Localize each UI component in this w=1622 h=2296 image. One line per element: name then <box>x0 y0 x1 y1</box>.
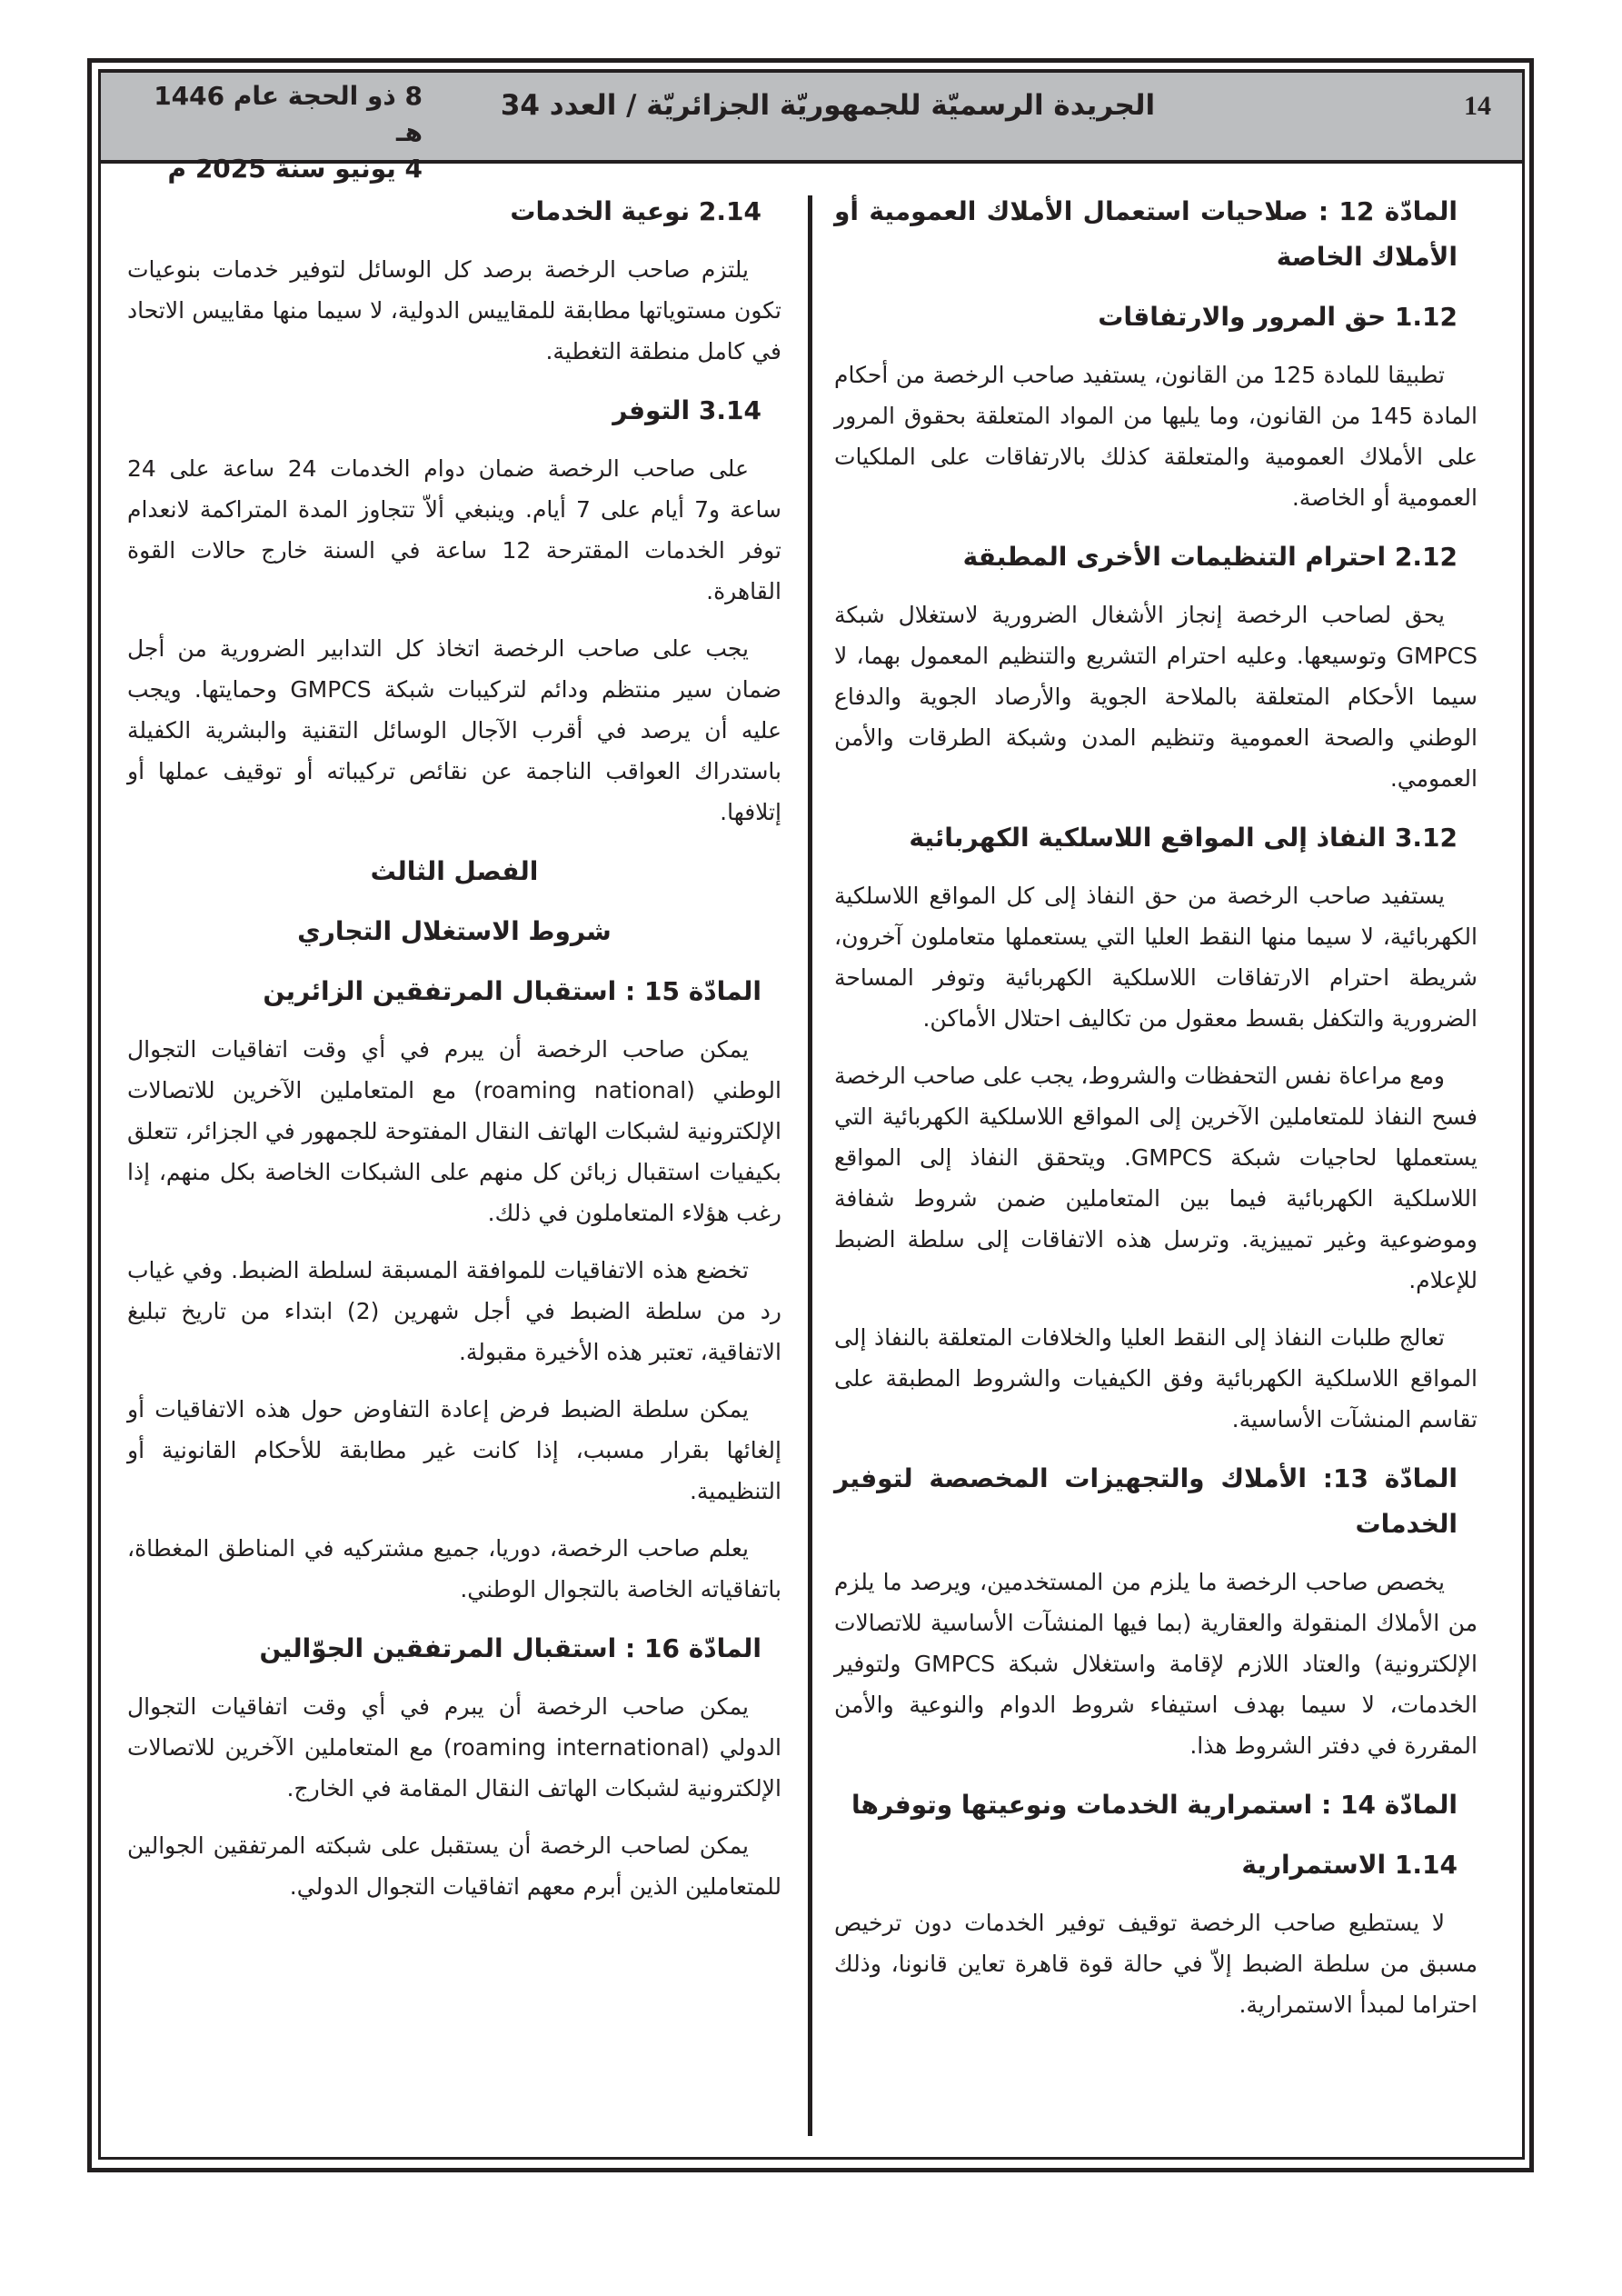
chapter-subtitle: شروط الاستغلال التجاري <box>297 916 612 946</box>
paragraph: يمكن صاحب الرخصة أن يبرم في أي وقت اتفاقيات التجوال الوطني (roaming national) مع المتعاملين الآخرين للاتصالات الإلكترونية لشبكات الهاتف النقال المفتوحة للجمهور في الجزائر، تتعلق بكيفيات استقبال زبائن كل منهم على الشبكات الخاصة بكل منهم، إذا رغب هؤلاء المتعاملون في ذلك. <box>127 1036 781 1226</box>
paragraph: يمكن لصاحب الرخصة أن يستقبل على شبكته المرتفقين الجوالين للمتعاملين الذين أبرم معهم اتفاقيات التجوال الدولي. <box>127 1832 781 1900</box>
paragraph: يمكن سلطة الضبط فرض إعادة التفاوض حول هذه الاتفاقيات أو إلغائها بقرار مسبب، إذا كانت غير مطابقة للأحكام القانونية أو التنظيمية. <box>127 1396 781 1504</box>
section-2-12-heading: 2.12 احترام التنظيمات الأخرى المطبقة <box>962 542 1458 572</box>
section-2-14-heading: 2.14 نوعية الخدمات <box>510 196 761 226</box>
paragraph: يجب على صاحب الرخصة اتخاذ كل التدابير الضرورية من أجل ضمان سير منتظم ودائم لتركيبات شبكة GMPCS وحمايتها. ويجب عليه أن يرصد في أقرب الآجال الوسائل التقنية والبشرية الكفيلة باستدراك العواقب الناجمة عن نقائص تركيباته أو توقيف عملها أو إتلافها. <box>127 635 781 825</box>
paragraph: على صاحب الرخصة ضمان دوام الخدمات 24 ساعة على 24 ساعة و7 أيام على 7 أيام. وينبغي ألاّ تتجاوز المدة المتراكمة لانعدام توفر الخدمات المقترحة 12 ساعة في السنة خارج حالات القوة القاهرة. <box>127 455 782 604</box>
paragraph: يعلم صاحب الرخصة، دوريا، جميع مشتركيه في المناطق المغطاة، باتفاقياته الخاصة بالتجوال الوطني. <box>127 1535 781 1602</box>
paragraph: لا يستطيع صاحب الرخصة توقيف توفير الخدمات دون ترخيص مسبق من سلطة الضبط إلاّ في حالة قوة قاهرة تعاين قانونا، وذلك احتراما لمبدأ الاستمرارية. <box>834 1910 1478 2018</box>
section-1-12-heading: 1.12 حق المرور والارتفاقات <box>1098 302 1458 332</box>
article-12-heading: المادّة 12 : صلاحيات استعمال الأملاك العمومية أو الأملاك الخاصة <box>834 196 1458 272</box>
paragraph: يحق لصاحب الرخصة إنجاز الأشغال الضرورية لاستغلال شبكة GMPCS وتوسيعها. وعليه احترام التشريع والتنظيم المعمول بهما، لا سيما الأحكام المتعلقة بالملاحة الجوية والأرصاد الجوية والدفاع الوطني والصحة العمومية وتنظيم المدن وشبكة الطرقات والأمن العمومي. <box>834 602 1478 792</box>
article-13-heading: المادّة 13: الأملاك والتجهيزات المخصصة لتوفير الخدمات <box>834 1463 1458 1539</box>
section-3-14-heading: 3.14 التوفر <box>612 395 761 425</box>
paragraph: تطبيقا للمادة 125 من القانون، يستفيد صاحب الرخصة من أحكام المادة 145 من القانون، وما يليها من المواد المتعلقة بحقوق المرور على الأملاك العمومية والمتعلقة كذلك بالارتفاقات على الملكيات العمومية أو الخاصة. <box>834 362 1478 511</box>
paragraph: يلتزم صاحب الرخصة برصد كل الوسائل لتوفير خدمات بنوعيات تكون مستوياتها مطابقة للمقاييس الدولية، لا سيما منها مقاييس الاتحاد في كامل منطقة التغطية. <box>127 256 781 364</box>
article-16-heading: المادّة 16 : استقبال المرتفقين الجوّالين <box>259 1633 761 1663</box>
chapter-title: الفصل الثالث <box>370 856 539 886</box>
section-3-12-heading: 3.12 النفاذ إلى المواقع اللاسلكية الكهربائية <box>909 823 1458 853</box>
page-header <box>98 69 1525 184</box>
left-column <box>127 182 781 1923</box>
date-hijri: 8 ذو الحجة عام 1446 هـ <box>154 81 423 147</box>
paragraph: يمكن صاحب الرخصة أن يبرم في أي وقت اتفاقيات التجوال الدولي (roaming international) مع المتعاملين الآخرين للاتصالات الإلكترونية لشبكات الهاتف النقال المقامة في الخارج. <box>127 1693 781 1802</box>
section-1-14-heading: 1.14 الاستمرارية <box>1241 1850 1458 1880</box>
right-column <box>834 182 1478 2041</box>
paragraph: ومع مراعاة نفس التحفظات والشروط، يجب على صاحب الرخصة فسح النفاذ للمتعاملين الآخرين إلى المواقع اللاسلكية الكهربائية التي يستعملها لحاجيات شبكة GMPCS. ويتحقق النفاذ إلى المواقع اللاسلكية الكهربائية فيما بين المتعاملين ضمن شروط شفافة وموضوعية وغير تمييزية. وترسل هذه الاتفاقات إلى سلطة الضبط للإعلام. <box>834 1063 1478 1293</box>
article-14-heading: المادّة 14 : استمرارية الخدمات ونوعيتها وتوفرها <box>851 1790 1458 1820</box>
column-divider <box>808 195 812 2136</box>
date-gregorian: 4 يونيو سنة 2025 م <box>167 154 423 184</box>
paragraph: يستفيد صاحب الرخصة من حق النفاذ إلى كل المواقع اللاسلكية الكهربائية، لا سيما منها النقط العليا التي يستعملها متعاملون آخرون، شريطة احترام الارتفاقات اللاسلكية الكهربائية وتوفر المساحة الضرورية والتكفل بقسط معقول من تكاليف احتلال الأماكن. <box>834 883 1478 1032</box>
issue-date <box>123 78 423 187</box>
paragraph: يخصص صاحب الرخصة ما يلزم من المستخدمين، ويرصد ما يلزم من الأملاك المنقولة والعقارية (بما فيها المنشآت الأساسية للاتصالات الإلكترونية) والعتاد اللازم لإقامة واستغلال شبكة GMPCS ولتوفير الخدمات، لا سيما بهدف استيفاء شروط الدوام والنوعية والأمن المقررة في دفتر الشروط هذا. <box>834 1569 1478 1759</box>
article-15-heading: المادّة 15 : استقبال المرتفقين الزائرين <box>263 976 761 1006</box>
paragraph: تخضع هذه الاتفاقيات للموافقة المسبقة لسلطة الضبط. وفي غياب رد من سلطة الضبط في أجل شهرين (2) ابتداء من تاريخ تبليغ الاتفاقية، تعتبر هذه الأخيرة مقبولة. <box>127 1257 781 1365</box>
page-number: 14 <box>1464 91 1491 121</box>
journal-title: الجريدة الرسميّة للجمهوريّة الجزائريّة / العدد 34 <box>500 89 1156 122</box>
paragraph: تعالج طلبات النفاذ إلى النقط العليا والخلافات المتعلقة بالنفاذ إلى المواقع اللاسلكية الكهربائية وفق الكيفيات والشروط المطبقة على تقاسم المنشآت الأساسية. <box>834 1324 1478 1433</box>
